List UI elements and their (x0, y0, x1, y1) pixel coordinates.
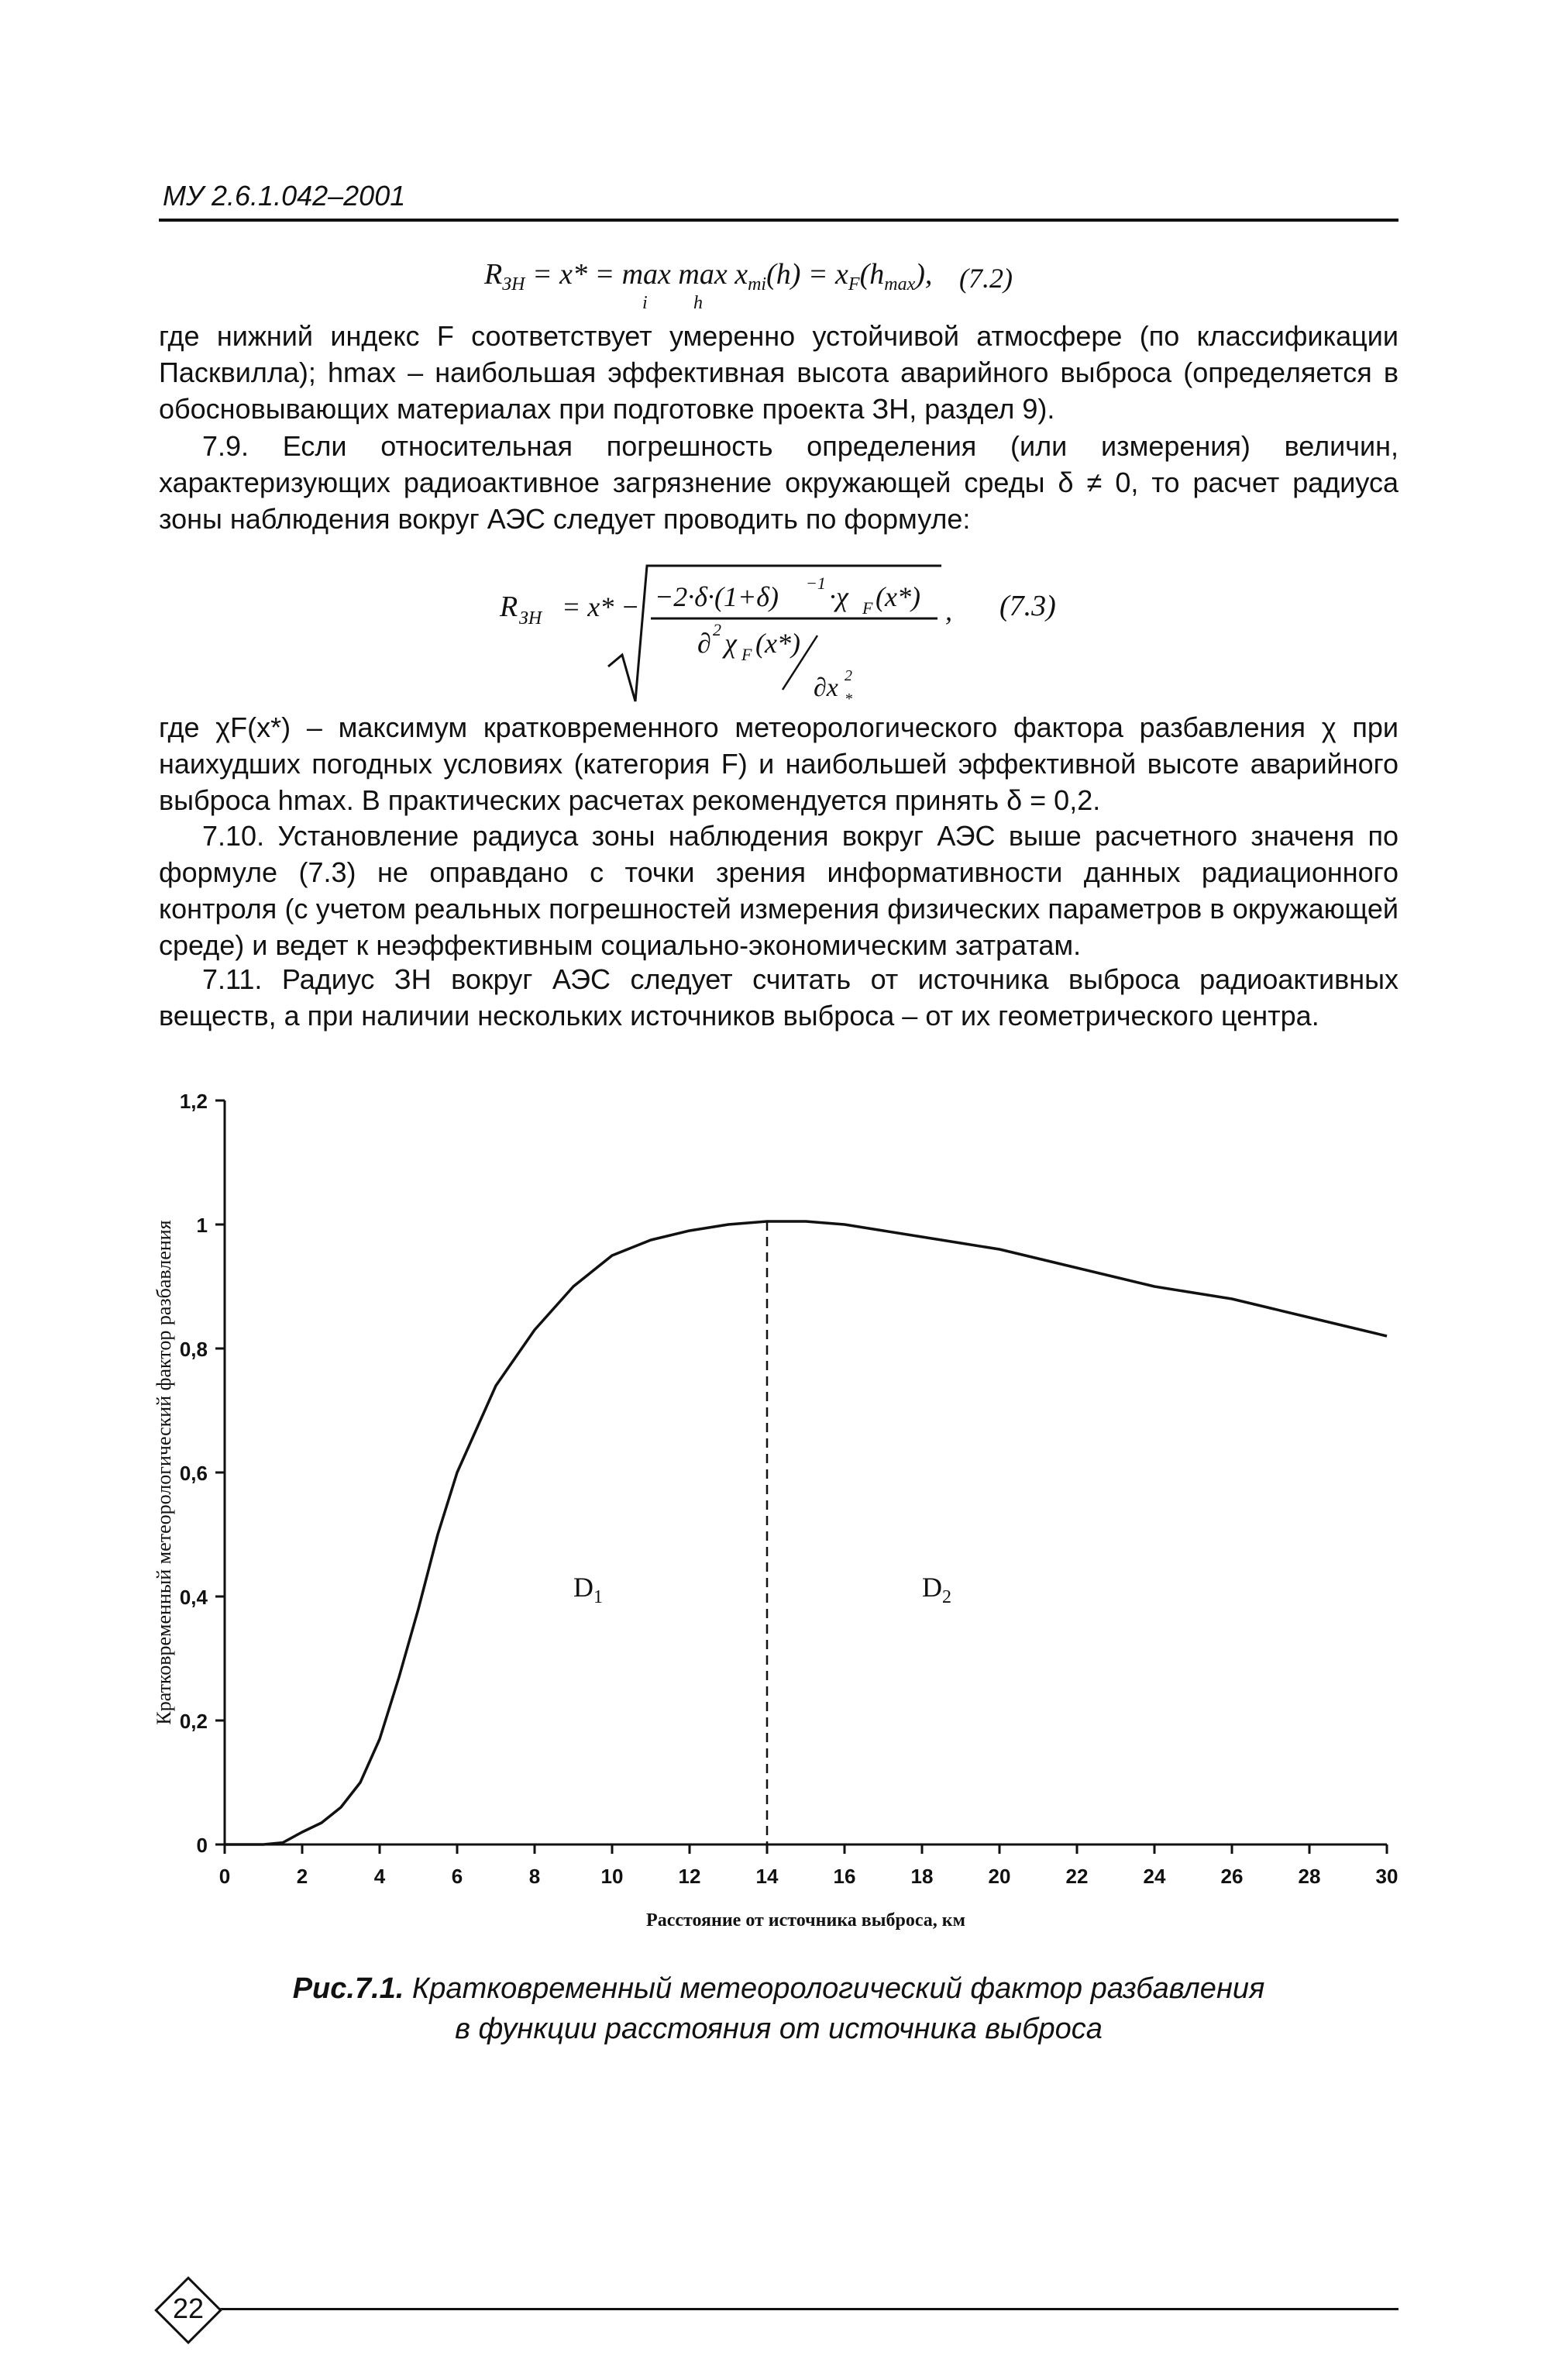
region-label: $D_1$ (573, 1572, 603, 1607)
f73-den2: ∂x (814, 673, 838, 702)
f73-lhs-sub: ЗН (519, 608, 542, 629)
f72-tail-sub: F (848, 274, 860, 294)
region-label: $D_2$ (922, 1572, 951, 1607)
y-tick-label: 1,2 (179, 1090, 208, 1113)
caption-line2: в функции расстояния от источника выброса (455, 2013, 1103, 2045)
y-tick-label: 0 (196, 1834, 208, 1857)
f73-num-tail: ·χ (829, 581, 848, 612)
f73-num-tail-sub: F (862, 598, 873, 618)
x-tick-label: 0 (218, 1865, 231, 1888)
x-axis-label: Расстояние от источника выброса, км (646, 1910, 965, 1930)
x-tick-label: 4 (373, 1865, 386, 1888)
f72-lhs-sub: ЗН (502, 274, 525, 294)
y-tick-label: 0,4 (179, 1586, 208, 1609)
f72-tail: (h) = x (766, 258, 848, 291)
chart-dilution-factor (147, 1085, 1418, 1930)
f73-num-tail2: (x*) (876, 581, 920, 612)
x-tick-label: 30 (1375, 1865, 1398, 1888)
paragraph-1: где нижний индекс F соответствует умеренно устойчивой атмосфере (по классификации Пасквилла); hmax – наибольшая эффективная высота аварийного выброса (определяется в обосновывающих материалах при подготовке проекта ЗН, раздел 9). (159, 320, 1398, 425)
x-tick-label: 26 (1220, 1865, 1244, 1888)
y-tick-label: 0,8 (179, 1338, 208, 1361)
f73-den: ∂ (697, 628, 711, 659)
paragraph-3: где χF(x*) – максимум кратковременного метеорологического фактора разбавления χ при наихудших погодных условиях (категория F) и наибольшей эффективной высоте аварийного выброса hmax. В практических расчетах рекомендуется принять δ = 0,2. (159, 711, 1398, 816)
f73-numerator: −2·δ·(1+δ) (655, 581, 779, 612)
footer-divider (209, 2308, 1398, 2310)
f73-eq: = x* − (562, 591, 640, 622)
y-tick-label: 0,6 (179, 1462, 208, 1485)
x-tick-label: 6 (451, 1865, 463, 1888)
f73-comma: , (945, 595, 952, 626)
x-tick-label: 12 (678, 1865, 701, 1888)
caption-line1: Кратковременный метеорологический фактор разбавления (404, 1972, 1265, 2005)
caption-prefix: Рис.7.1. (292, 1972, 404, 2005)
f72-tail2-sub: max (884, 274, 916, 294)
x-tick-label: 22 (1065, 1865, 1089, 1888)
f72-xsub: mi (748, 274, 767, 294)
f72-lhs: R (484, 258, 503, 291)
f73-den-chi: χ (724, 628, 737, 659)
f73-den-tail: (x*) (755, 628, 800, 659)
f73-num-exp: −1 (806, 573, 826, 593)
f73-den-exp: 2 (713, 620, 721, 639)
f72-body: = x* = max max x (532, 258, 748, 291)
paragraph-7-11: 7.11. Радиус ЗН вокруг АЭС следует считать от источника выброса радиоактивных веществ, а при наличии нескольких источников выброса – от их геометрического центра. (159, 963, 1398, 1032)
x-tick-label: 20 (988, 1865, 1011, 1888)
figure-caption (159, 1968, 1398, 2049)
x-tick-label: 24 (1143, 1865, 1166, 1888)
x-tick-label: 14 (755, 1865, 779, 1888)
x-tick-label: 8 (528, 1865, 541, 1888)
paragraph-7-9: 7.9. Если относительная погрешность определения (или измерения) величин, характеризующих радиоактивное загрязнение окружающей среды δ ≠ 0, то расчет радиуса зоны наблюдения вокруг АЭС следует проводить по формуле: (159, 430, 1398, 535)
f72-under-i: i (642, 293, 648, 313)
f73-den2-sup: 2 (845, 667, 852, 684)
f72-tail3: ), (915, 258, 933, 291)
f72-under-h: h (693, 293, 703, 313)
f72-tail2: (h (859, 258, 885, 291)
y-tick-label: 0,2 (179, 1710, 208, 1733)
formula-7-3 (492, 558, 1337, 713)
series-line (225, 1221, 1387, 1844)
f73-den2-sub: * (845, 691, 852, 708)
f73-den-chi-sub: F (741, 645, 752, 664)
x-tick-label: 10 (600, 1865, 624, 1888)
paragraph-7-10: 7.10. Установление радиуса зоны наблюдения вокруг АЭС выше расчетного значеня по формуле (7.3) не оправдано с точки зрения информативности данных радиационного контроля (с учетом реальных погрешностей измерения физических параметров в окружающей среде) и ведет к неэффективным социально-экономическим затратам. (159, 820, 1398, 961)
formula-7-3-number: (7.3) (999, 590, 1056, 622)
y-axis-label: Кратковременный метеорологический фактор разбавления (153, 1220, 175, 1725)
f73-lhs: R (500, 591, 518, 623)
x-tick-label: 18 (910, 1865, 934, 1888)
formula-7-2-number: (7.2) (959, 263, 1013, 294)
y-tick-label: 1 (196, 1214, 208, 1237)
x-tick-label: 28 (1298, 1865, 1321, 1888)
x-tick-label: 2 (296, 1865, 308, 1888)
header-divider (159, 219, 1398, 222)
formula-7-2 (484, 257, 932, 295)
page-number: 22 (172, 2292, 205, 2324)
x-tick-label: 16 (833, 1865, 856, 1888)
document-code: МУ 2.6.1.042–2001 (163, 180, 406, 212)
